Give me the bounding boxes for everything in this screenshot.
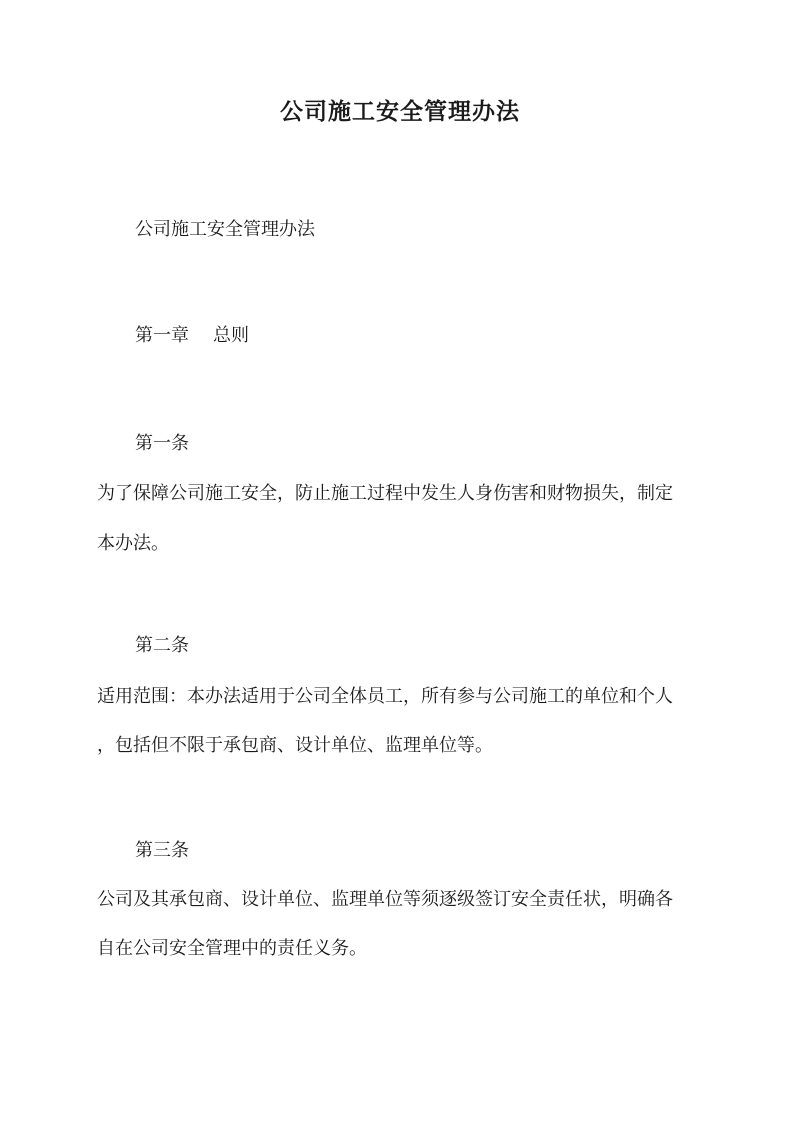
article-3-line-2: 自在公司安全管理中的责任义务。 xyxy=(97,938,367,959)
article-1-line-2: 本办法。 xyxy=(97,533,169,554)
article-heading-2: 第二条 xyxy=(135,635,189,656)
document-title: 公司施工安全管理办法 xyxy=(280,98,520,125)
chapter-number: 第一章 xyxy=(135,325,189,346)
document-subtitle: 公司施工安全管理办法 xyxy=(135,219,315,240)
article-heading-1: 第一条 xyxy=(135,433,189,454)
article-2-line-1: 适用范围：本办法适用于公司全体员工，所有参与公司施工的单位和个人 xyxy=(97,686,673,707)
chapter-heading xyxy=(135,323,249,349)
article-heading-3: 第三条 xyxy=(135,840,189,861)
article-3-line-1: 公司及其承包商、设计单位、监理单位等须逐级签订安全责任状，明确各 xyxy=(97,889,673,910)
chapter-name: 总则 xyxy=(213,325,249,346)
article-2-line-2: ，包括但不限于承包商、设计单位、监理单位等。 xyxy=(97,735,493,756)
article-1-line-1: 为了保障公司施工安全，防止施工过程中发生人身伤害和财物损失，制定 xyxy=(97,483,673,504)
